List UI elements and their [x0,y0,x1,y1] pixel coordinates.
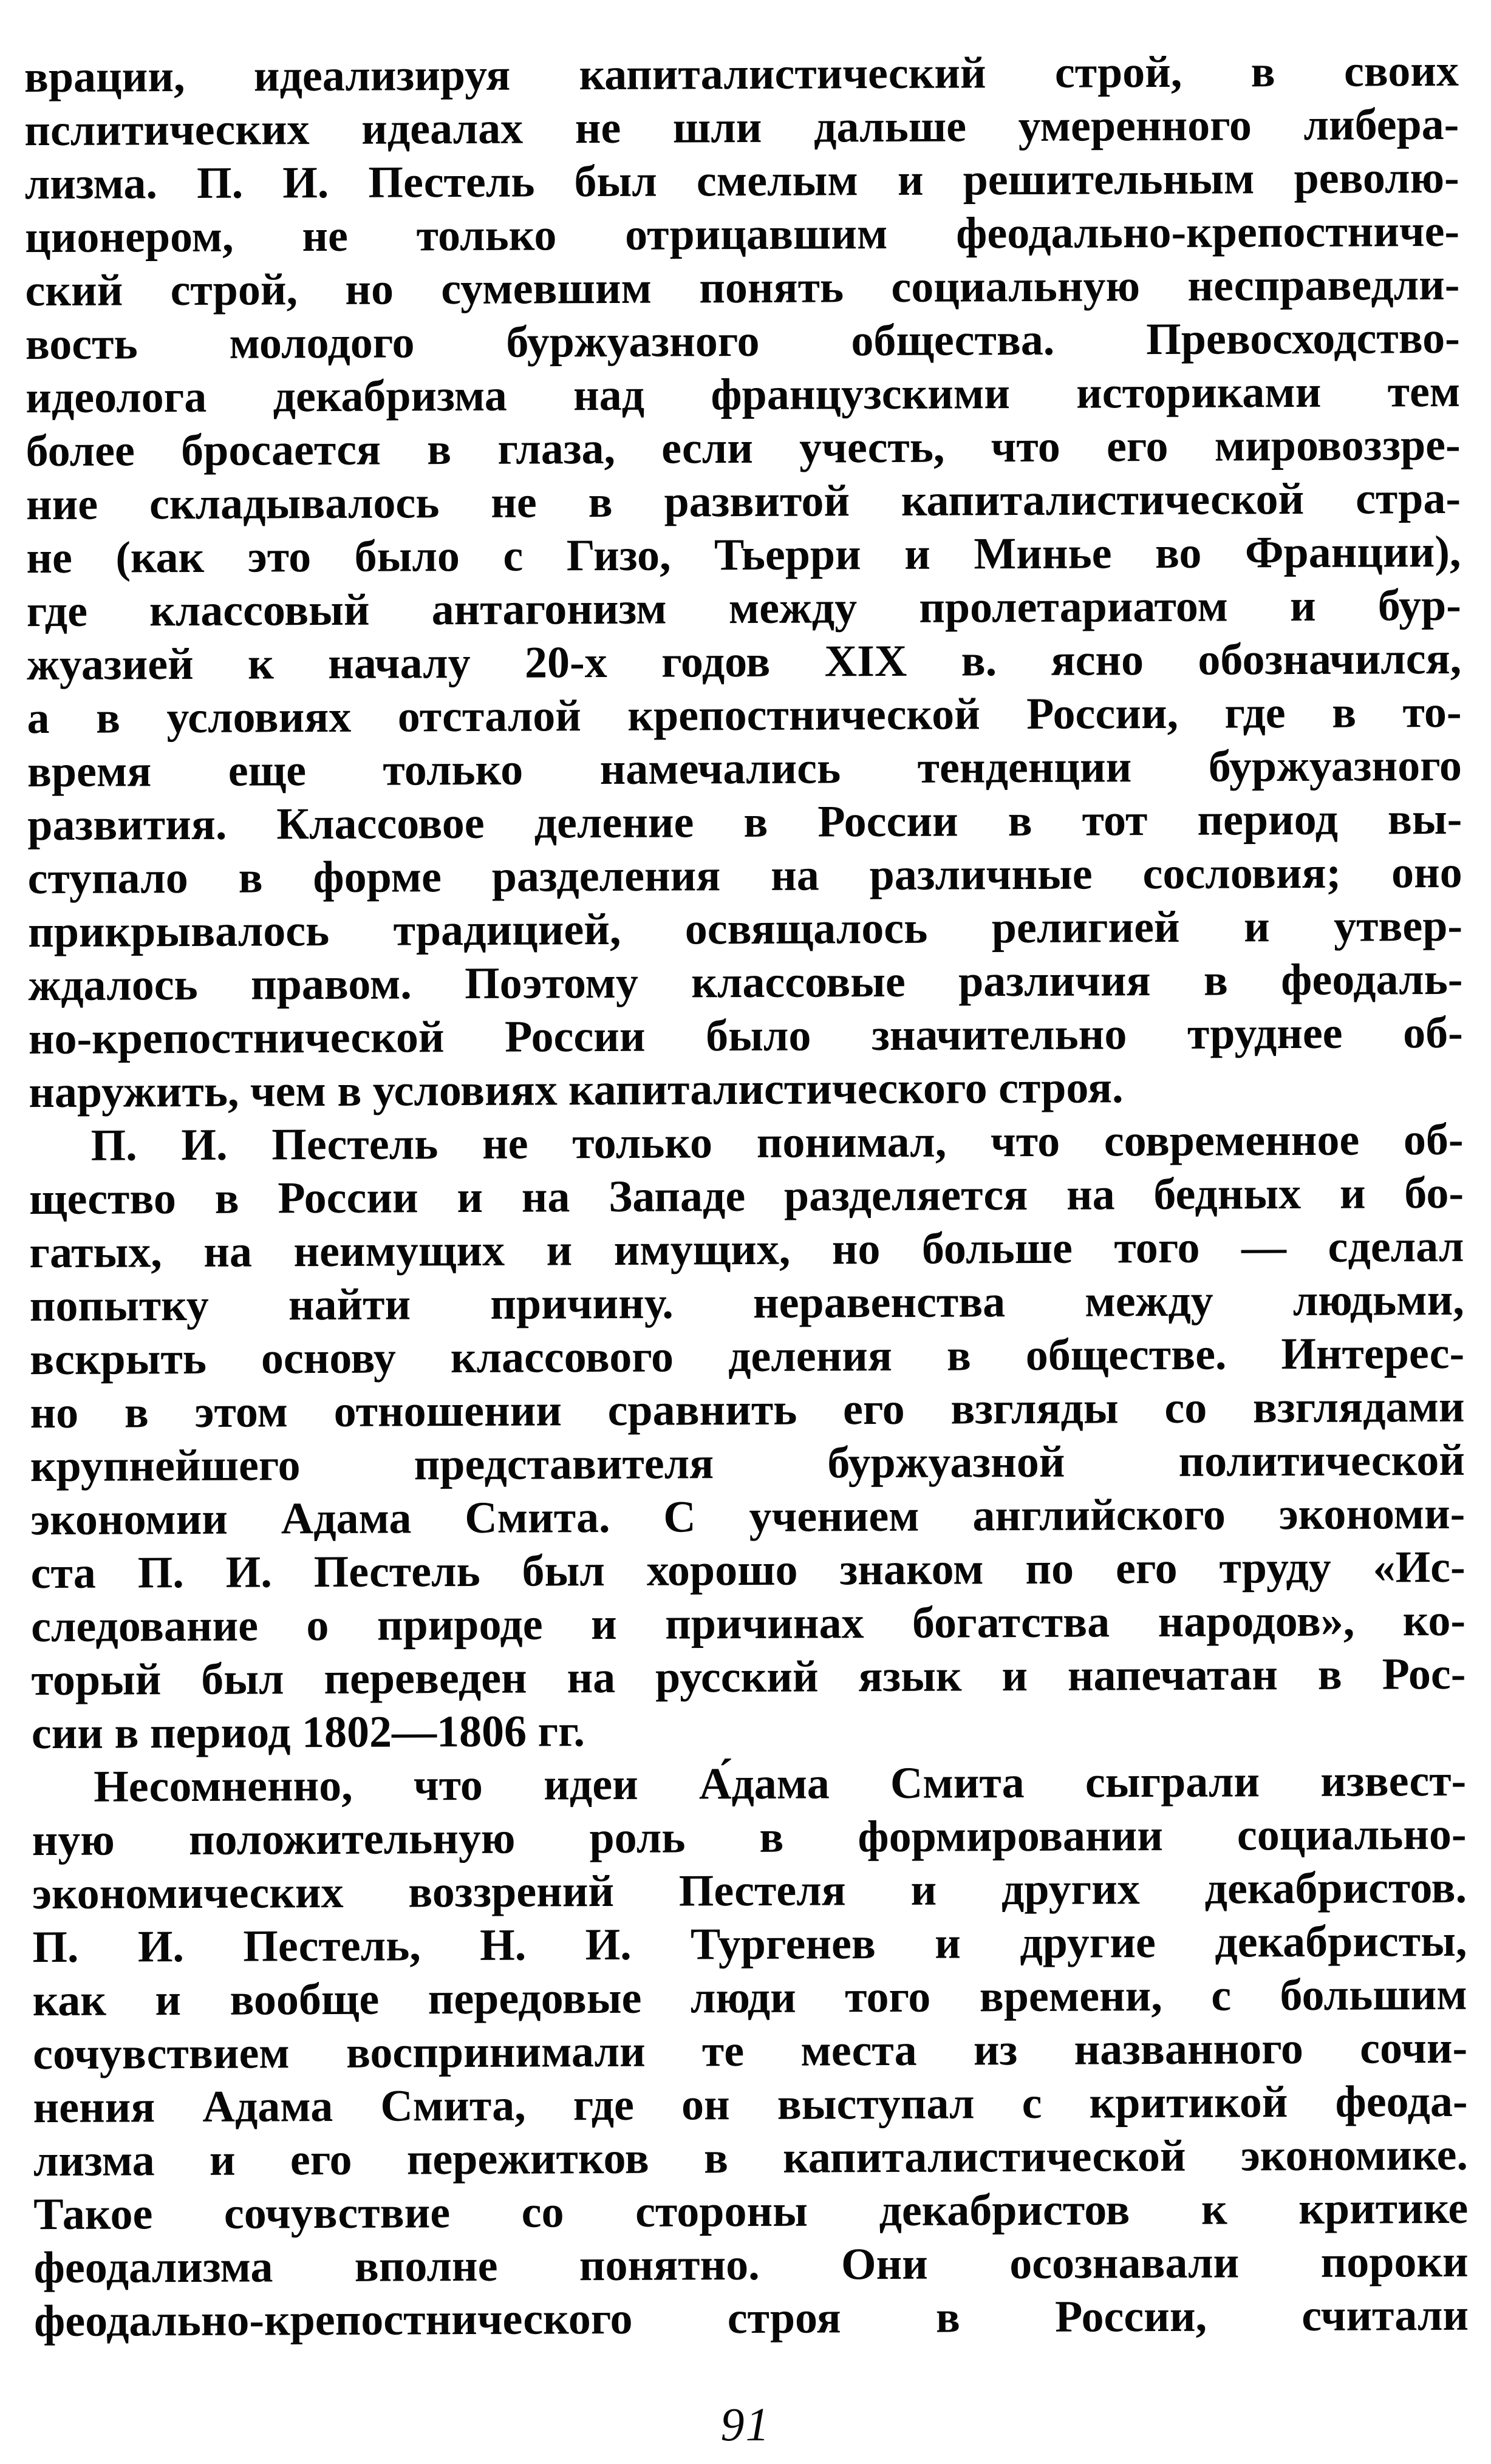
text-line: экономических воззрений Пестеля и других декабристов. [32,1862,1467,1919]
text-line: нения Адама Смита, где он выступал с критикой феода- [33,2076,1468,2133]
page-number: 91 [720,2398,771,2451]
text-line: крупнейшего представителя буржуазной политической [30,1435,1465,1492]
text-line: ционером, не только отрицавшим феодально-крепостниче- [24,206,1460,263]
text-line: где классовый антагонизм между пролетариатом и бур- [26,580,1461,637]
text-line: лизма. П. И. Пестель был смелым и решительным револю- [24,152,1459,209]
text-line: пслитических идеалах не шли дальше умеренного либера- [24,99,1459,156]
text-line: гатых, на неимущих и имущих, но больше того — сделал [29,1221,1464,1278]
text-line: следование о природе и причинах богатства народов», ко- [30,1595,1466,1652]
text-line: ский строй, но сумевшим понять социальную несправедли- [25,259,1460,316]
text-line: феодально-крепостнического строя в России, считали [33,2290,1469,2347]
text-line: вость молодого буржуазного общества. Превосходство- [25,313,1461,370]
text-block [24,44,1469,2348]
text-line: сии в период 1802—1806 гг. [31,1706,585,1759]
text-line: сочувствием воспринимали те места из названного сочи- [32,2023,1468,2080]
text-line: но в этом отношении сравнить его взгляды со взглядами [30,1381,1465,1438]
text-line: врации, идеализируя капиталистический строй, в своих [24,46,1459,103]
text-line: экономии Адама Смита. С учением английского экономи- [30,1488,1465,1545]
text-line: более бросается в глаза, если учесть, что его мировоззре- [26,420,1461,477]
text-line: а в условиях отсталой крепостнической России, где в то- [27,687,1462,744]
text-line: щество в России и на Западе разделяется на бедных и бо- [29,1168,1464,1225]
text-line: развития. Классовое деление в России в тот период вы- [27,794,1462,851]
text-line: идеолога декабризма над французскими историками тем [26,366,1461,423]
text-line: ную положительную роль в формировании социально- [32,1809,1467,1866]
text-line: но-крепостнической России было значительно труднее об- [28,1007,1464,1064]
text-line: П. И. Пестель, Н. И. Тургенев и другие декабристы, [32,1916,1467,1973]
text-line: наружить, чем в условиях капиталистического строя. [29,1063,1124,1118]
text-line: ждалось правом. Поэтому классовые различия в феодаль- [28,954,1463,1011]
text-line: вскрыть основу классового деления в обществе. Интерес- [29,1328,1465,1385]
text-line: лизма и его пережитков в капиталистической экономике. [33,2129,1469,2187]
text-line: торый был переведен на русский язык и напечатан в Рос- [31,1649,1466,1706]
text-line: ста П. И. Пестель был хорошо знаком по его труду «Ис- [30,1542,1465,1599]
text-line: ступало в форме разделения на различные сословия; оно [27,847,1462,904]
text-line: время еще только намечались тенденции буржуазного [27,740,1462,797]
text-line: ние складывалось не в развитой капиталистической стра- [26,473,1461,530]
text-line: Несомненно, что идеи А́дама Смита сыграли извест- [94,1755,1467,1812]
text-line: прикрывалось традицией, освящалось религией и утвер- [27,900,1463,958]
text-line: как и вообще передовые люди того времени, с большим [32,1969,1467,2026]
text-line: Такое сочувствие со стороны декабристов к критике [33,2183,1469,2240]
text-line: попытку найти причину. неравенства между людьми, [29,1275,1464,1332]
text-line: П. И. Пестель не только понимал, что современное об- [90,1114,1464,1171]
text-line: не (как это было с Гизо, Тьерри и Минье во Франции), [26,526,1461,584]
text-line: жуазией к началу 20-х годов XIX в. ясно обозначился, [26,633,1462,690]
text-line: феодализма вполне понятно. Они осознавали пороки [33,2236,1469,2293]
